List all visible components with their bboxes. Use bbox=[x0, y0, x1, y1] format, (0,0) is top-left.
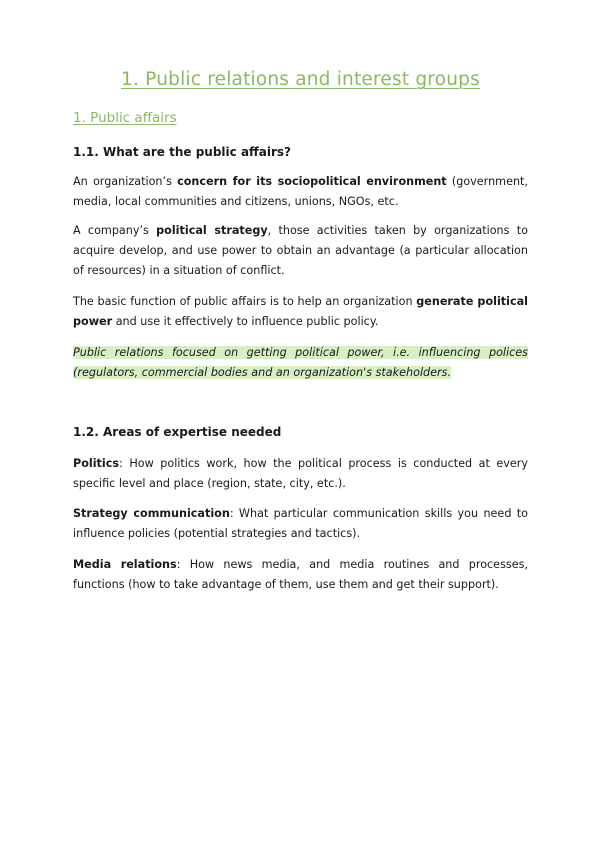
expertise-term: Strategy communication bbox=[73, 507, 230, 520]
paragraph-concern bbox=[73, 172, 528, 212]
paragraph-strategy-text-2: , those activities taken by organizations to acquire develop, and use power to obtain an advantage (a particular allocation of resources) in a situation of conflict. bbox=[73, 224, 528, 277]
paragraph-function-text-2: and use it effectively to influence public policy. bbox=[112, 315, 379, 328]
expertise-item-strategy-communication bbox=[73, 504, 528, 544]
expertise-term: Politics bbox=[73, 457, 120, 470]
paragraph-concern-text-2: (government, media, local communities and citizens, unions, NGOs, etc. bbox=[73, 175, 528, 208]
document-title: 1. Public relations and interest groups bbox=[121, 69, 480, 90]
subsection-heading-areas-of-expertise: 1.2. Areas of expertise needed bbox=[73, 425, 282, 439]
highlighted-note bbox=[73, 343, 528, 383]
paragraph-strategy-text-1: A company’s bbox=[73, 224, 157, 237]
paragraph-basic-function bbox=[73, 292, 528, 332]
expertise-description: : How news media, and media routines and processes, functions (how to take advantage of them, use them and get their support). bbox=[73, 558, 528, 591]
paragraph-strategy-bold: political strategy bbox=[156, 224, 268, 237]
highlighted-note-text: Public relations focused on getting political power, i.e. influencing polices (regulators, commercial bodies and an organization's stakeholders. bbox=[73, 346, 528, 379]
paragraph-function-bold: generate political power bbox=[73, 295, 528, 328]
expertise-description: : What particular communication skills you need to influence policies (potential strategies and tactics). bbox=[73, 507, 528, 540]
subsection-heading-what-are-public-affairs: 1.1. What are the public affairs? bbox=[73, 145, 292, 159]
expertise-term: Media relations bbox=[73, 558, 177, 571]
paragraph-political-strategy bbox=[73, 221, 528, 281]
paragraph-concern-text-1: An organization’s bbox=[73, 175, 178, 188]
expertise-item-politics bbox=[73, 454, 528, 494]
paragraph-function-text-1: The basic function of public affairs is to help an organization bbox=[73, 295, 417, 308]
paragraph-concern-bold: concern for its sociopolitical environment bbox=[177, 175, 447, 188]
expertise-item-media-relations bbox=[73, 555, 528, 595]
section-heading-public-affairs: 1. Public affairs bbox=[73, 110, 177, 126]
expertise-description: : How politics work, how the political process is conducted at every specific level and place (region, state, city, etc.). bbox=[73, 457, 528, 490]
